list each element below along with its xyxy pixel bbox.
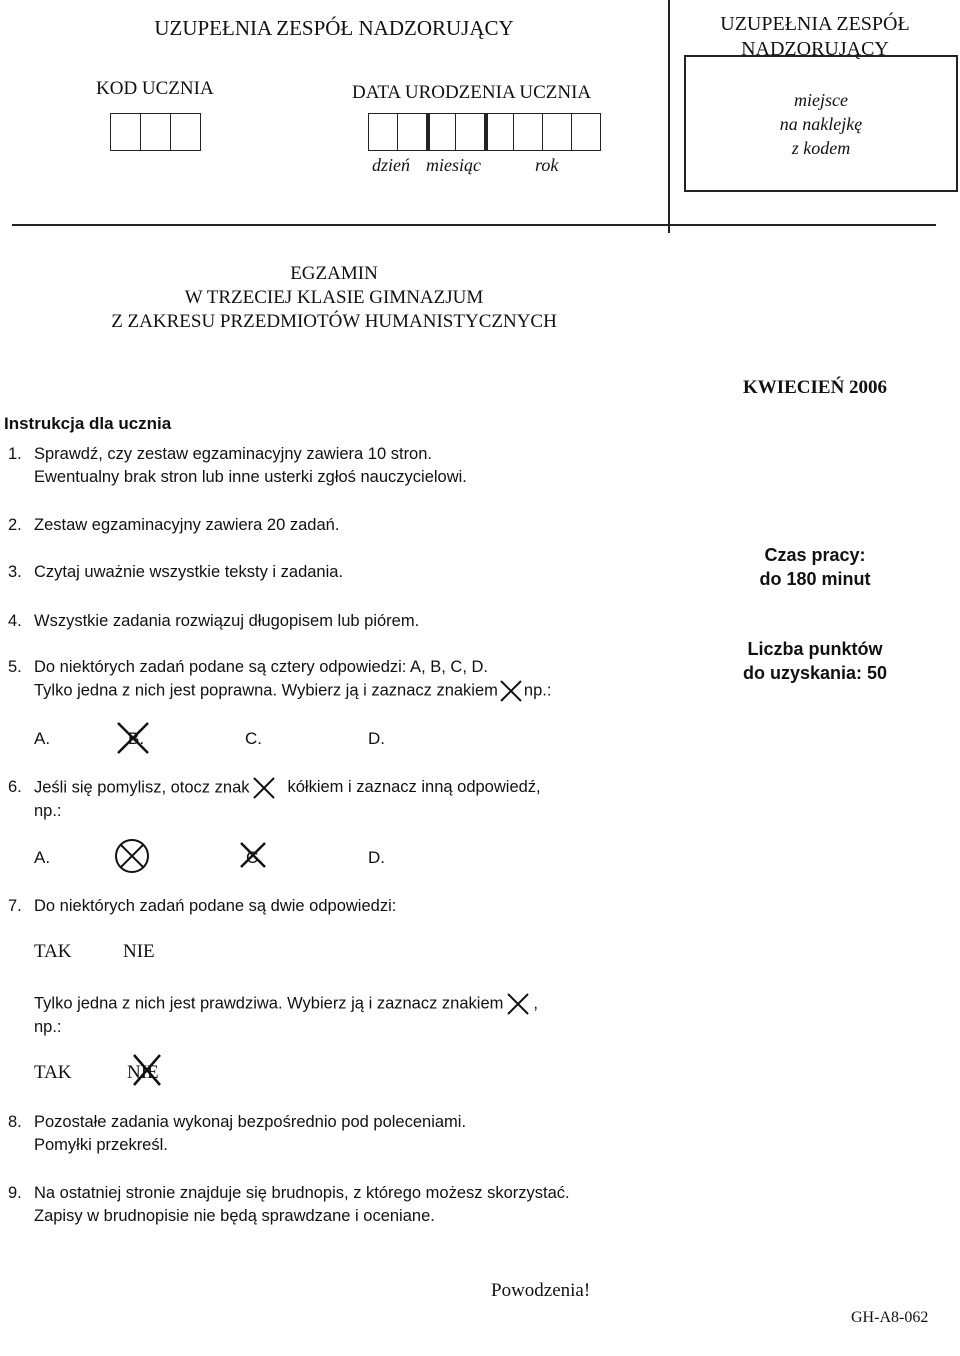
instruction-6 [8,776,541,823]
work-time [670,543,960,591]
dob-box[interactable] [455,113,485,151]
dob-box[interactable] [513,113,543,151]
horizontal-divider [12,224,936,226]
code-box[interactable] [110,113,141,151]
instruction-text: Zapisy w brudnopisie nie będą sprawdzane i oceniane. [34,1207,435,1225]
instruction-text: np.: [34,1018,62,1036]
sticker-line2: na naklejkę [779,113,863,134]
code-box[interactable] [140,113,171,151]
student-code-label: KOD UCZNIA [96,78,214,99]
dob-year-label: rok [535,155,559,175]
instruction-number: 2. [8,516,22,534]
instruction-1 [8,443,467,489]
code-box[interactable] [170,113,201,151]
instruction-5 [8,656,551,703]
instruction-7 [8,895,396,918]
dob-box[interactable] [542,113,572,151]
instruction-text: Czytaj uważnie wszystkie teksty i zadania. [34,563,344,581]
example-tak: TAK [34,941,72,962]
instruction-text: Zestaw egzaminacyjny zawiera 20 zadań. [34,516,340,534]
instruction-number: 8. [8,1113,22,1131]
work-time-value: do 180 minut [759,569,871,589]
circled-x-icon [112,837,152,875]
example-answer-d: D. [368,729,385,748]
dob-label: DATA URODZENIA UCZNIA [352,82,592,103]
points-value: do uzyskania: 50 [742,663,888,683]
instruction-text: Sprawdź, czy zestaw egzaminacyjny zawiera 10 stron. [34,445,432,463]
instruction-2 [8,514,339,537]
instruction-text: Pozostałe zadania wykonaj bezpośrednio pod poleceniami. [34,1113,467,1131]
instruction-number: 5. [8,658,22,676]
example2-answer-d: D. [368,848,385,867]
instruction-text: Jeśli się pomylisz, otocz znak [34,778,250,797]
instruction-number: 9. [8,1184,22,1202]
instruction-number: 4. [8,612,22,630]
dob-box[interactable] [368,113,398,151]
x-mark-icon [130,1052,164,1088]
instruction-text: Pomyłki przekreśl. [34,1136,168,1154]
instruction-3 [8,561,343,584]
instruction-text: Ewentualny brak stron lub inne usterki zgłoś nauczycielowi. [34,468,467,486]
dob-box[interactable] [397,113,427,151]
sticker-line1: miejsce [794,89,848,110]
example-answer-b: B. [128,729,145,748]
student-code-boxes[interactable] [110,113,201,151]
instruction-text: np.: [34,802,62,820]
exam-title-line3: Z ZAKRESU PRZEDMIOTÓW HUMANISTYCZNYCH [111,311,557,332]
instructions-heading: Instrukcja dla ucznia [4,414,172,433]
dob-box[interactable] [484,113,514,151]
example2-answer-a: A. [34,848,51,867]
right-header-line2: NADZORUJĄCY [741,38,889,60]
exam-code: GH-A8-062 [851,1309,929,1326]
instruction-text: Tylko jedna z nich jest prawdziwa. Wybierz ją i zaznacz znakiem [34,994,504,1013]
sticker-placeholder [684,55,958,192]
example2-nie: NIE [127,1062,159,1083]
exam-title [0,262,668,334]
x-mark-icon [498,679,524,703]
x-mark-icon [503,992,533,1016]
instruction-text: Tylko jedna z nich jest poprawna. Wybierz ją i zaznacz znakiem [34,681,498,700]
instruction-number: 3. [8,563,22,581]
points-label: Liczba punktów [747,639,883,659]
dob-month-label: miesiąc [426,155,481,175]
example-answer-a: A. [34,729,51,748]
x-mark-icon [238,840,268,870]
example-answer-c: C. [245,729,262,748]
dob-box[interactable] [571,113,601,151]
instruction-8 [8,1111,466,1157]
example2-tak: TAK [34,1062,72,1083]
dob-day-label: dzień [372,155,410,175]
instruction-7-cont [8,992,538,1039]
exam-title-line2: W TRZECIEJ KLASIE GIMNAZJUM [184,287,484,308]
instruction-number: 6. [8,778,22,796]
instruction-text: kółkiem i zaznacz inną odpowiedź, [287,778,541,797]
exam-title-line1: EGZAMIN [290,263,378,284]
dob-box[interactable] [426,113,456,151]
good-luck-text: Powodzenia! [491,1280,591,1301]
instruction-9 [8,1182,570,1228]
dob-boxes[interactable] [368,113,601,151]
instruction-text: Do niektórych zadań podane są dwie odpowiedzi: [34,897,397,915]
left-header-title: UZUPEŁNIA ZESPÓŁ NADZORUJĄCY [154,16,514,40]
instruction-text: Na ostatniej stronie znajduje się brudnopis, z którego możesz skorzystać. [34,1184,570,1202]
example2-answer-c: C. [246,848,263,867]
example-nie: NIE [123,941,155,962]
points-info [670,637,960,685]
instruction-number: 1. [8,445,22,463]
exam-date: KWIECIEŃ 2006 [742,377,888,398]
x-mark-icon [250,776,280,800]
instruction-text: , [533,994,538,1013]
instruction-number: 7. [8,897,22,915]
sticker-line3: z kodem [791,137,851,158]
instruction-text: Do niektórych zadań podane są cztery odpowiedzi: A, B, C, D. [34,658,488,676]
instruction-text: Wszystkie zadania rozwiązuj długopisem lub piórem. [34,612,420,630]
instruction-4 [8,610,419,633]
right-header-line1: UZUPEŁNIA ZESPÓŁ [720,13,910,35]
x-mark-icon [114,720,152,756]
instruction-text: np.: [523,681,552,700]
work-time-label: Czas pracy: [764,545,866,565]
